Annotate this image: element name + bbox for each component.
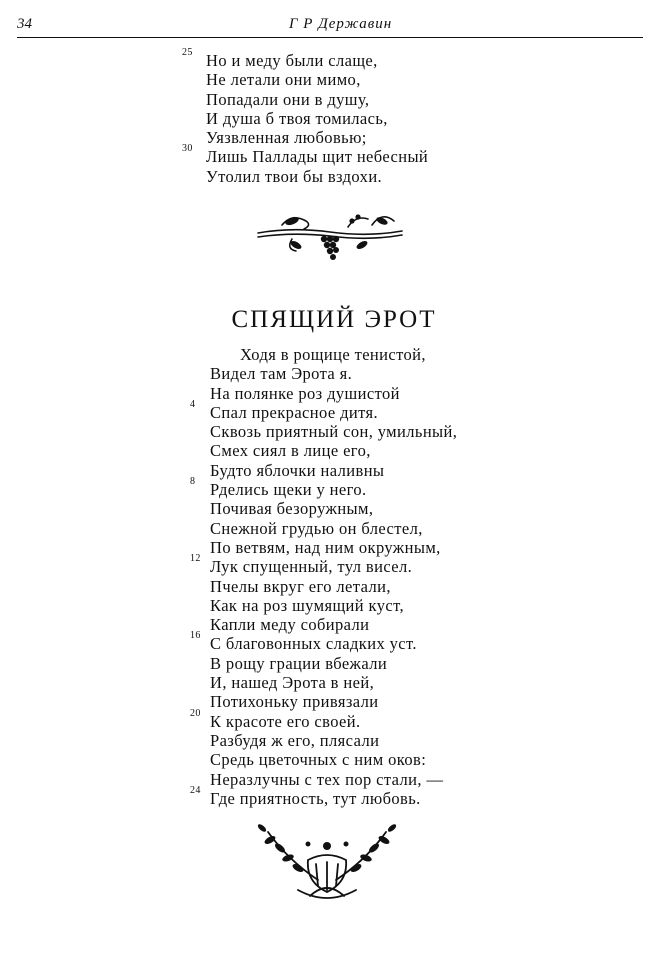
line-number: 25	[182, 47, 193, 58]
page-number: 34	[17, 16, 32, 32]
line-number: 24	[190, 784, 201, 796]
verse-line	[210, 615, 457, 634]
verse-line	[210, 577, 457, 596]
verse-line	[206, 90, 428, 109]
verse-line	[210, 770, 457, 789]
poem-body	[190, 345, 458, 808]
verse-line	[190, 630, 457, 654]
line-number: 8	[190, 476, 196, 488]
line-number: 20	[190, 707, 201, 719]
verse-line	[210, 692, 457, 711]
verse-line	[210, 499, 457, 518]
verse-line	[210, 654, 457, 673]
verse-text: Будто яблочки наливны	[210, 460, 385, 480]
verse-text: И, нашед Эрота в ней,	[210, 673, 375, 693]
verse-line	[190, 398, 457, 422]
line-number: 12	[190, 553, 201, 565]
verse-line	[210, 596, 457, 615]
verse-line	[206, 167, 428, 186]
page-header	[17, 16, 643, 38]
verse-text: Лишь Паллады щит небесный	[206, 147, 429, 167]
verse-text: Снежной грудью он блестел,	[210, 518, 423, 538]
verse-line	[210, 345, 457, 364]
verse-line	[190, 553, 457, 577]
verse-line	[210, 461, 457, 480]
line-number: 30	[182, 143, 193, 155]
stanza-continuation	[182, 47, 429, 186]
verse-line	[210, 364, 457, 383]
header-rule	[17, 37, 643, 38]
verse-text: Спал прекрасное дитя.	[210, 402, 379, 422]
verse-text: Утолил твои бы вздохи.	[206, 166, 383, 186]
verse-text: Сквозь приятный сон, умильный,	[210, 422, 458, 442]
verse-text: Рделись щеки у него.	[210, 480, 367, 500]
verse-line	[210, 441, 457, 460]
verse-text: Разбудя ж его, плясали	[210, 730, 380, 750]
line-number: 16	[190, 630, 201, 642]
verse-text: И душа б твоя томилась,	[206, 108, 388, 128]
verse-text: Не летали они мимо,	[206, 70, 361, 90]
verse-text: Где приятность, тут любовь.	[210, 788, 421, 808]
verse-line	[190, 476, 457, 500]
verse-text: С благовонных сладких уст.	[210, 634, 417, 654]
verse-line	[210, 384, 457, 403]
verse-line	[210, 538, 457, 557]
verse-text: На полянке роз душистой	[210, 383, 400, 403]
verse-line	[182, 47, 428, 70]
verse-text: Уязвленная любовью;	[206, 128, 367, 148]
verse-text: Пчелы вкруг его летали,	[210, 576, 391, 596]
line-number: 4	[190, 398, 196, 410]
verse-text: Неразлучны с тех пор стали, —	[210, 769, 444, 789]
verse-text: Видел там Эрота я.	[210, 364, 353, 384]
verse-line	[206, 128, 428, 147]
verse-text: Попадали они в душу,	[206, 89, 370, 109]
verse-text: Но и меду были слаще,	[206, 51, 378, 70]
verse-line	[182, 143, 429, 167]
verse-text: Капли меду собирали	[210, 615, 370, 635]
verse-text: Средь цветочных с ним оков:	[210, 750, 427, 770]
verse-text: Ходя в рощице тенистой,	[240, 345, 426, 364]
verse-text: Смех сиял в лице его,	[210, 441, 371, 461]
verse-line	[206, 70, 428, 89]
verse-line	[190, 707, 457, 731]
verse-text: В рощу грации вбежали	[210, 653, 388, 673]
verse-text: По ветвям, над ним окружным,	[210, 537, 441, 557]
verse-line	[210, 422, 457, 441]
verse-text: Лук спущенный, тул висел.	[210, 557, 413, 577]
verse-text: Почивая безоружным,	[210, 499, 374, 519]
verse-text: Потихоньку привязали	[210, 692, 379, 712]
verse-line	[190, 784, 457, 808]
verse-line	[210, 750, 457, 769]
verse-line	[210, 731, 457, 750]
verse-line	[206, 109, 428, 128]
verse-line	[210, 519, 457, 538]
verse-text: К красоте его своей.	[210, 711, 361, 731]
grapevine-ornament-icon	[252, 205, 408, 265]
verse-text: Как на роз шумящий куст,	[210, 595, 404, 615]
poem-title: СПЯЩИЙ ЭРОТ	[231, 306, 437, 333]
running-head: Г Р Державин	[289, 16, 393, 32]
lyre-wreath-ornament-icon	[248, 820, 406, 908]
verse-line	[210, 673, 457, 692]
